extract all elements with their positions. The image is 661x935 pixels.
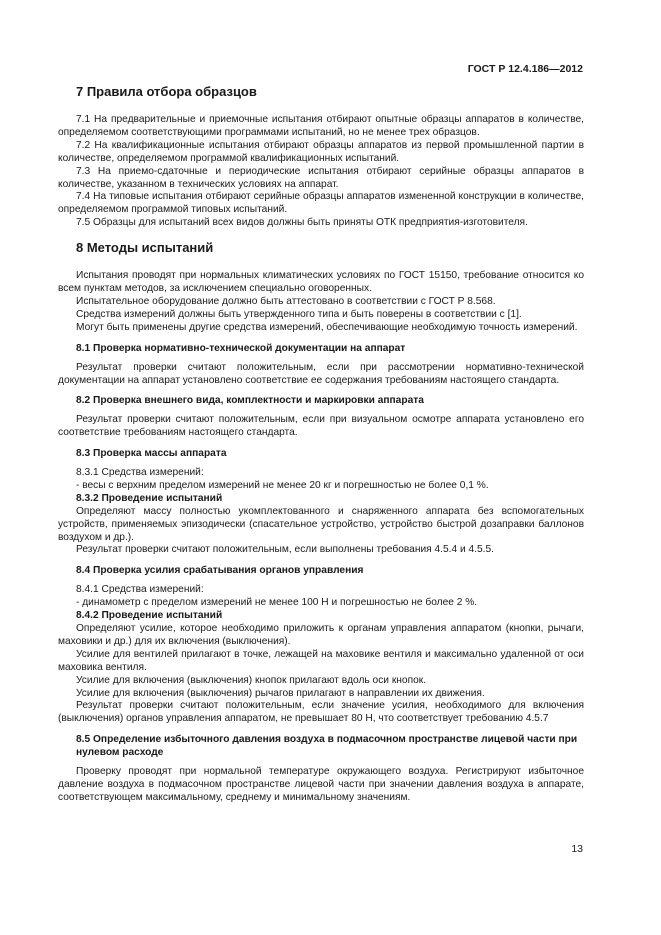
paragraph-8-3-1: 8.3.1 Средства измерений: [76, 467, 204, 479]
paragraph-8-3-2-1: Определяют массу полностью укомплектованного и снаряженного аппарата без вспомогательных устройств, применяемых эпизодически (спасательное устройство, устройство быстрой дозаправки баллонов воздухом и др.). [58, 505, 584, 543]
paragraph-8-5: Проверку проводят при нормальной температуре окружающего воздуха. Регистрируют избыточное давление воздуха в подмасочном пространстве лицевой части при значении давления воздуха в аппарате, соответствующем максимальному, среднему и минимальному значениям. [58, 766, 584, 803]
paragraph-8-4-2-2: Усилие для вентилей прилагают в точке, лежащей на маховике вентиля и максимально удаленной от оси маховика вентиля. [58, 648, 584, 673]
paragraph-8-2: Результат проверки считают положительным, если при визуальном осмотре аппарата установлено его соответствие требованиям настоящего стандарта. [58, 414, 584, 439]
section-7-title: 7 Правила отбора образцов [76, 84, 257, 99]
paragraph-8-3-2-2: Результат проверки считают положительным, если выполнены требования 4.5.4 и 4.5.5. [76, 544, 494, 556]
section-8-3-2-title: 8.3.2 Проведение испытаний [76, 492, 223, 504]
page-number: 13 [571, 843, 583, 855]
list-item-8-4-1: - динамометр с пределом измерений не менее 100 Н и погрешностью не более 2 %. [76, 597, 478, 609]
paragraph-7-2: 7.2 На квалификационные испытания отбирают образцы аппаратов из первой промышленной партии в количестве, определяемом программой квалификационных испытаний. [58, 139, 584, 164]
paragraph-8-4-2-1: Определяют усилие, которое необходимо приложить к органам управления аппаратом (кнопки, рычаги, маховики и др.) для их включения (выключения). [58, 623, 584, 647]
list-item-8-3-1: - весы с верхним пределом измерений не менее 20 кг и погрешностью не более 0,1 %. [76, 479, 489, 491]
paragraph-8-intro-3: Средства измерений должны быть утвержденного типа и быть поверены в соответствии с [1]. [76, 308, 522, 320]
paragraph-8-4-2-4: Усилие для включения (выключения) рычагов прилагают в направлении их движения. [76, 687, 485, 699]
paragraph-8-intro-1: Испытания проводят при нормальных климатических условиях по ГОСТ 15150, требование относится ко всем пунктам методов, за исключением специально оговоренных. [58, 270, 584, 295]
paragraph-7-3: 7.3 На приемо-сдаточные и периодические испытания отбирают серийные образцы аппаратов в количестве, указанном в технических условиях на аппарат. [58, 165, 584, 190]
paragraph-8-intro-2: Испытательное оборудование должно быть аттестовано в соответствии с ГОСТ Р 8.568. [76, 295, 496, 307]
paragraph-8-4-2-5: Результат проверки считают положительным, если значение усилия, необходимого для включения (выключения) органов управления аппаратом, не превышает 80 Н, что соответствует требованию 4.5.7 [58, 700, 584, 725]
paragraph-7-5: 7.5 Образцы для испытаний всех видов должны быть приняты ОТК предприятия-изготовителя. [76, 217, 528, 229]
page-content [58, 84, 584, 805]
section-8-title: 8 Методы испытаний [76, 240, 214, 256]
section-8-5-title: 8.5 Определение избыточного давления воздуха в подмасочном пространстве лицевой части при нулевом расходе [76, 734, 578, 759]
paragraph-8-4-2-3: Усилие для включения (выключения) кнопок прилагают вдоль оси кнопок. [76, 674, 427, 686]
document-header: ГОСТ Р 12.4.186—2012 [467, 63, 583, 75]
paragraph-8-1: Результат проверки считают положительным, если при рассмотрении нормативно-технической документации на аппарат установлено соответствие ее содержания требованиям настоящего стандарта. [58, 361, 584, 386]
paragraph-7-4: 7.4 На типовые испытания отбирают серийные образцы аппаратов измененной конструкции в количестве, определяемом программой типовых испытаний. [58, 191, 584, 216]
section-8-1-title: 8.1 Проверка нормативно-технической документации на аппарат [76, 342, 406, 354]
section-8-3-title: 8.3 Проверка массы аппарата [76, 448, 227, 460]
paragraph-8-intro-4: Могут быть применены другие средства измерений, обеспечивающие необходимую точность измерений. [76, 321, 578, 333]
section-8-2-title: 8.2 Проверка внешнего вида, комплектности и маркировки аппарата [76, 395, 424, 407]
section-8-4-title: 8.4 Проверка усилия срабатывания органов управления [76, 565, 364, 577]
section-8-4-2-title: 8.4.2 Проведение испытаний [76, 610, 223, 622]
paragraph-8-4-1: 8.4.1 Средства измерений: [76, 584, 204, 596]
paragraph-7-1: 7.1 На предварительные и приемочные испытания отбирают опытные образцы аппаратов в количестве, определяемом соответствующими программами испытаний, но не менее трех образцов. [58, 114, 584, 138]
